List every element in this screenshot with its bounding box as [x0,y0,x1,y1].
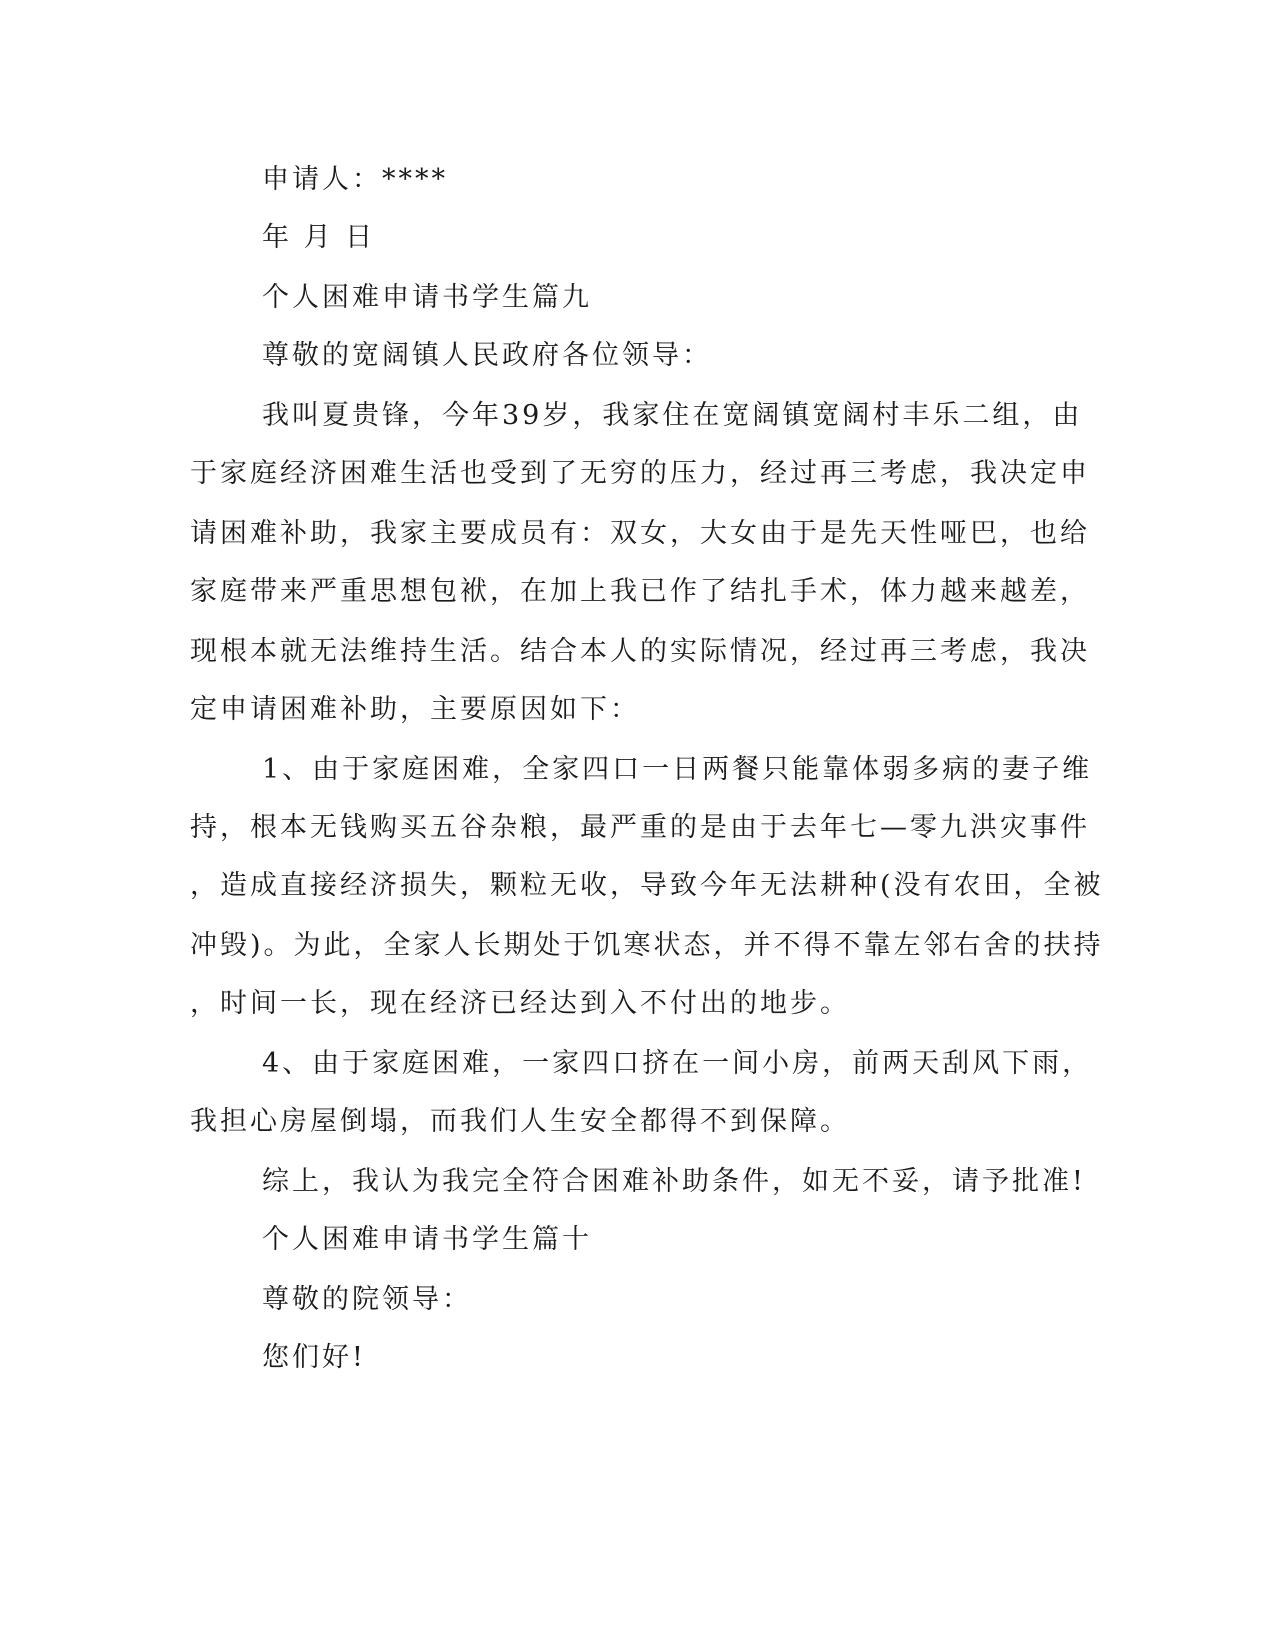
paragraph-line: 定申请困难补助，主要原因如下： [190,694,640,725]
paragraph-line: 4、由于家庭困难，一家四口挤在一间小房，前两天刮风下雨， [262,1048,1093,1079]
paragraph-line: 现根本就无法维持生活。结合本人的实际情况，经过再三考虑，我决 [190,636,1090,667]
paragraph-line: ，时间一长，现在经济已经达到入不付出的地步。 [190,988,850,1019]
paragraph-line: 冲毁)。为此，全家人长期处于饥寒状态，并不得不靠左邻右舍的扶持 [190,930,1104,961]
paragraph-line: ，造成直接经济损失，颗粒无收，导致今年无法耕种(没有农田，全被 [190,870,1104,901]
applicant-line: 申请人：**** [262,164,448,195]
paragraph-line: 家庭带来严重思想包袱，在加上我已作了结扎手术，体力越来越差， [190,576,1090,607]
section-title: 个人困难申请书学生篇十 [262,1224,592,1255]
date-line: 年 月 日 [262,222,376,253]
salutation: 尊敬的宽阔镇人民政府各位领导： [262,340,712,371]
greeting: 您们好! [262,1342,366,1373]
salutation: 尊敬的院领导： [262,1284,472,1315]
section-title: 个人困难申请书学生篇九 [262,282,592,313]
paragraph-line: 1、由于家庭困难，全家四口一日两餐只能靠体弱多病的妻子维 [262,754,1093,785]
paragraph-line: 请困难补助，我家主要成员有：双女，大女由于是先天性哑巴，也给 [190,518,1090,549]
paragraph-line: 综上，我认为我完全符合困难补助条件，如无不妥，请予批准! [262,1166,1086,1197]
paragraph-line: 于家庭经济困难生活也受到了无穷的压力，经过再三考虑，我决定申 [190,458,1090,489]
paragraph-line: 持，根本无钱购买五谷杂粮，最严重的是由于去年七—零九洪灾事件 [190,812,1090,843]
paragraph-line: 我担心房屋倒塌，而我们人生安全都得不到保障。 [190,1106,850,1137]
paragraph-line: 我叫夏贵锋，今年39岁，我家住在宽阔镇宽阔村丰乐二组，由 [262,400,1083,431]
